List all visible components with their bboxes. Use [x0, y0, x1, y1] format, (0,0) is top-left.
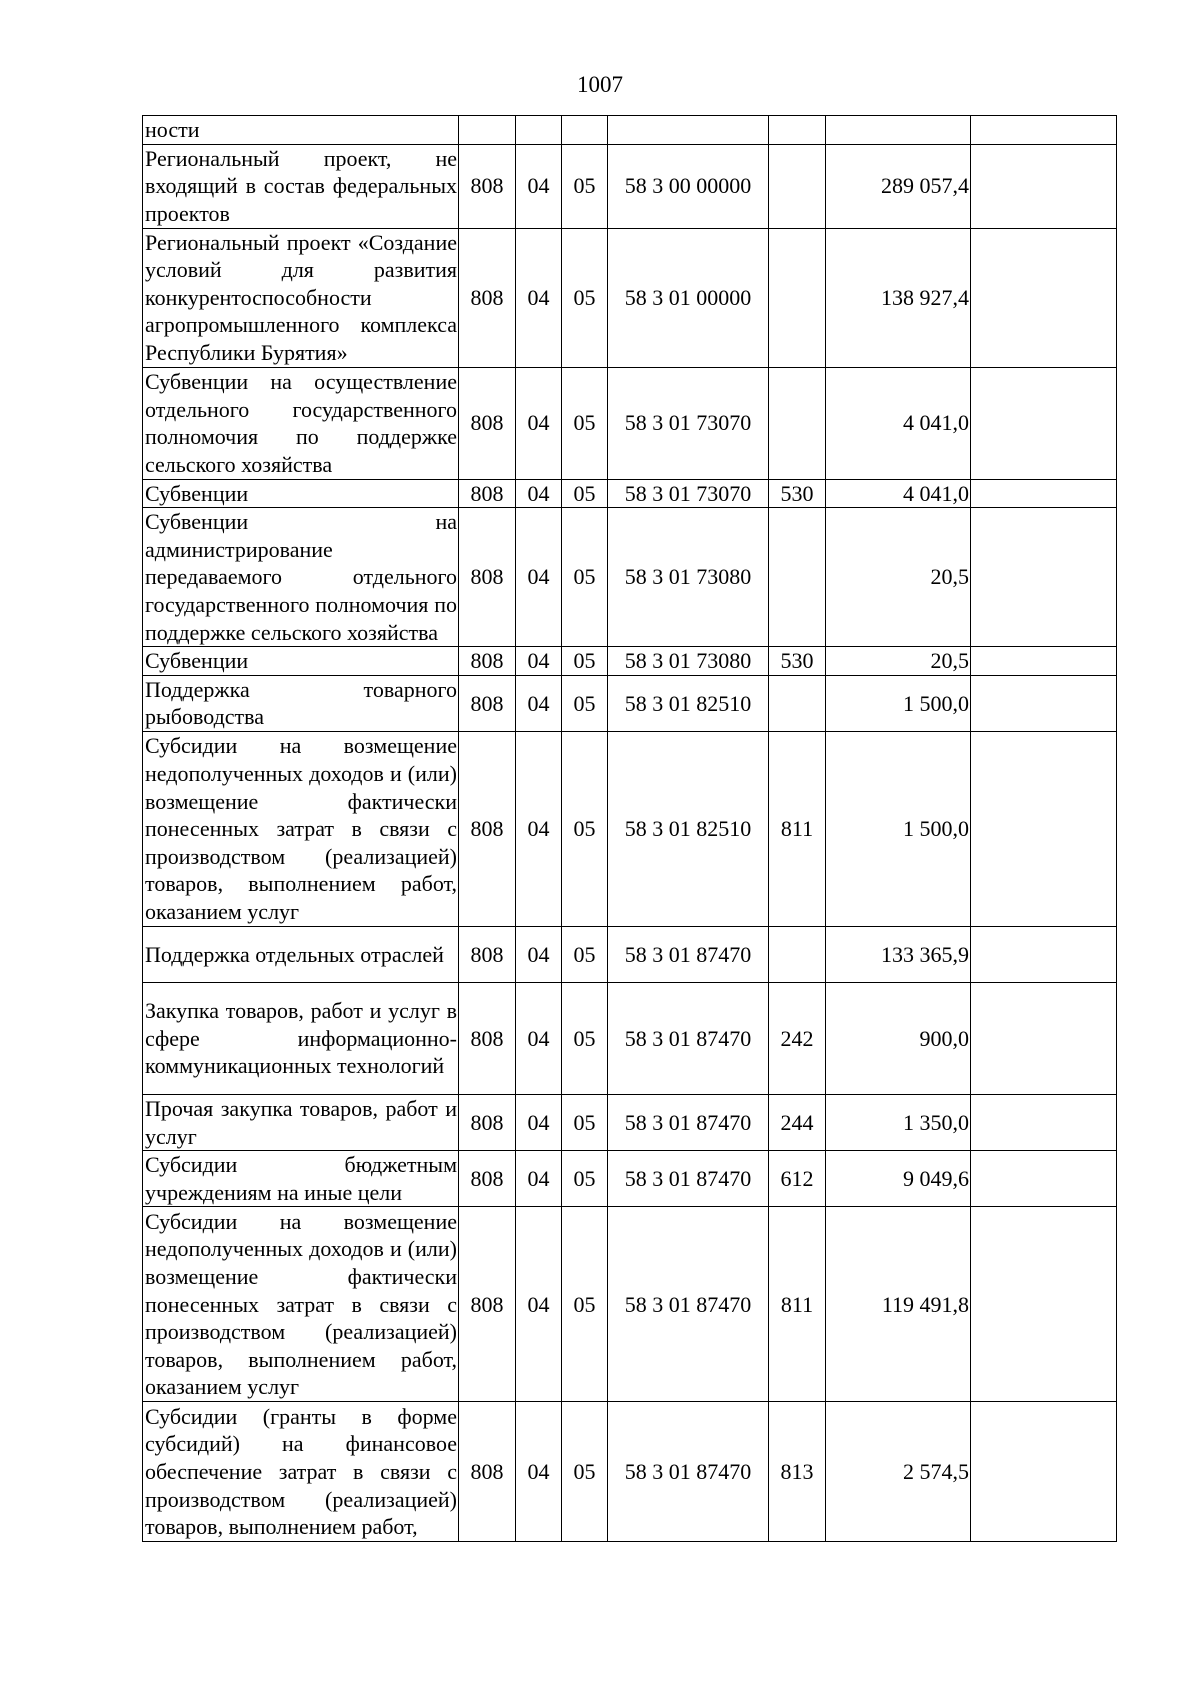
row-section-code: 04	[516, 1402, 562, 1542]
table-row	[143, 982, 1117, 1094]
row-amount: 138 927,4	[826, 228, 971, 367]
row-expense-type: 242	[769, 982, 826, 1094]
row-name: Субвенции	[143, 647, 459, 676]
row-target-article	[608, 116, 769, 145]
table-row	[143, 675, 1117, 731]
table-row	[143, 144, 1117, 228]
row-target-article: 58 3 01 87470	[608, 1094, 769, 1150]
row-section-code: 04	[516, 731, 562, 926]
row-subsection-code: 05	[562, 926, 608, 982]
table-row	[143, 479, 1117, 508]
row-subsection-code: 05	[562, 1207, 608, 1402]
row-name: Субвенции	[143, 479, 459, 508]
row-extra	[971, 1207, 1117, 1402]
row-expense-type: 612	[769, 1151, 826, 1207]
row-section-code: 04	[516, 1151, 562, 1207]
row-ministry-code: 808	[459, 1402, 516, 1542]
row-section-code: 04	[516, 144, 562, 228]
row-ministry-code: 808	[459, 367, 516, 479]
row-subsection-code: 05	[562, 675, 608, 731]
row-subsection-code: 05	[562, 1402, 608, 1542]
row-section-code: 04	[516, 675, 562, 731]
row-expense-type	[769, 144, 826, 228]
row-expense-type: 811	[769, 731, 826, 926]
table-row	[143, 367, 1117, 479]
table-row	[143, 1207, 1117, 1402]
row-subsection-code: 05	[562, 144, 608, 228]
row-name: Поддержка товарного рыбоводства	[143, 675, 459, 731]
row-subsection-code: 05	[562, 508, 608, 647]
row-target-article: 58 3 01 87470	[608, 1207, 769, 1402]
row-target-article: 58 3 01 00000	[608, 228, 769, 367]
row-ministry-code: 808	[459, 1207, 516, 1402]
row-ministry-code: 808	[459, 228, 516, 367]
row-name: Региональный проект, не входящий в состав федеральных проектов	[143, 144, 459, 228]
row-name: Поддержка отдельных отраслей	[143, 926, 459, 982]
row-target-article: 58 3 01 82510	[608, 675, 769, 731]
row-name: Субсидии бюджетным учреждениям на иные цели	[143, 1151, 459, 1207]
table-row	[143, 926, 1117, 982]
row-section-code: 04	[516, 479, 562, 508]
row-ministry-code: 808	[459, 731, 516, 926]
page-number: 1007	[577, 72, 623, 97]
row-expense-type	[769, 116, 826, 145]
row-ministry-code: 808	[459, 675, 516, 731]
row-target-article: 58 3 01 87470	[608, 1151, 769, 1207]
row-ministry-code: 808	[459, 1094, 516, 1150]
row-section-code: 04	[516, 926, 562, 982]
row-subsection-code: 05	[562, 982, 608, 1094]
table-row	[143, 116, 1117, 145]
row-ministry-code: 808	[459, 508, 516, 647]
row-extra	[971, 144, 1117, 228]
row-target-article: 58 3 01 73080	[608, 508, 769, 647]
row-section-code: 04	[516, 1094, 562, 1150]
row-ministry-code: 808	[459, 926, 516, 982]
row-amount: 133 365,9	[826, 926, 971, 982]
row-expense-type: 244	[769, 1094, 826, 1150]
row-extra	[971, 508, 1117, 647]
row-amount: 4 041,0	[826, 367, 971, 479]
row-amount: 900,0	[826, 982, 971, 1094]
row-extra	[971, 647, 1117, 676]
row-amount: 289 057,4	[826, 144, 971, 228]
row-extra	[971, 228, 1117, 367]
row-expense-type: 813	[769, 1402, 826, 1542]
row-amount: 1 500,0	[826, 675, 971, 731]
row-expense-type	[769, 228, 826, 367]
row-extra	[971, 116, 1117, 145]
row-name: Прочая закупка товаров, работ и услуг	[143, 1094, 459, 1150]
row-ministry-code: 808	[459, 647, 516, 676]
row-name: Субсидии на возмещение недополученных доходов и (или) возмещение фактически понесенных затрат в связи с производством (реализацией) товаров, выполнением работ, оказанием услуг	[143, 731, 459, 926]
row-target-article: 58 3 01 82510	[608, 731, 769, 926]
row-section-code: 04	[516, 982, 562, 1094]
row-section-code: 04	[516, 508, 562, 647]
table-row	[143, 508, 1117, 647]
row-amount: 1 350,0	[826, 1094, 971, 1150]
table-row	[143, 647, 1117, 676]
row-expense-type	[769, 675, 826, 731]
row-extra	[971, 731, 1117, 926]
row-subsection-code: 05	[562, 228, 608, 367]
row-name: Субсидии (гранты в форме субсидий) на финансовое обеспечение затрат в связи с производством (реализацией) товаров, выполнением работ,	[143, 1402, 459, 1542]
row-amount	[826, 116, 971, 145]
row-subsection-code: 05	[562, 1094, 608, 1150]
table-row	[143, 228, 1117, 367]
row-amount: 2 574,5	[826, 1402, 971, 1542]
row-section-code: 04	[516, 1207, 562, 1402]
row-expense-type: 530	[769, 479, 826, 508]
row-extra	[971, 1094, 1117, 1150]
row-ministry-code: 808	[459, 982, 516, 1094]
row-amount: 4 041,0	[826, 479, 971, 508]
budget-table	[142, 115, 1117, 1542]
table-row	[143, 1094, 1117, 1150]
row-target-article: 58 3 01 87470	[608, 982, 769, 1094]
row-extra	[971, 479, 1117, 508]
row-name: Региональный проект «Создание условий для развития конкурентоспособности агропромышленного комплекса Республики Бурятия»	[143, 228, 459, 367]
row-expense-type	[769, 508, 826, 647]
row-target-article: 58 3 01 87470	[608, 1402, 769, 1542]
row-name: Субвенции на администрирование передаваемого отдельного государственного полномочия по поддержке сельского хозяйства	[143, 508, 459, 647]
row-amount: 1 500,0	[826, 731, 971, 926]
row-subsection-code: 05	[562, 1151, 608, 1207]
row-subsection-code: 05	[562, 647, 608, 676]
row-section-code	[516, 116, 562, 145]
row-amount: 9 049,6	[826, 1151, 971, 1207]
row-target-article: 58 3 01 73070	[608, 367, 769, 479]
row-subsection-code: 05	[562, 479, 608, 508]
row-target-article: 58 3 01 73080	[608, 647, 769, 676]
row-extra	[971, 675, 1117, 731]
row-name: Субсидии на возмещение недополученных доходов и (или) возмещение фактически понесенных затрат в связи с производством (реализацией) товаров, выполнением работ, оказанием услуг	[143, 1207, 459, 1402]
row-ministry-code	[459, 116, 516, 145]
row-extra	[971, 982, 1117, 1094]
row-ministry-code: 808	[459, 1151, 516, 1207]
row-extra	[971, 926, 1117, 982]
row-target-article: 58 3 00 00000	[608, 144, 769, 228]
row-amount: 119 491,8	[826, 1207, 971, 1402]
row-expense-type	[769, 367, 826, 479]
row-expense-type: 530	[769, 647, 826, 676]
row-expense-type	[769, 926, 826, 982]
row-extra	[971, 1151, 1117, 1207]
row-section-code: 04	[516, 367, 562, 479]
row-name: Субвенции на осуществление отдельного государственного полномочия по поддержке сельского хозяйства	[143, 367, 459, 479]
table-body	[143, 116, 1117, 1542]
row-amount: 20,5	[826, 508, 971, 647]
row-name: Закупка товаров, работ и услуг в сфере информационно-коммуникационных технологий	[143, 982, 459, 1094]
row-target-article: 58 3 01 73070	[608, 479, 769, 508]
row-ministry-code: 808	[459, 479, 516, 508]
table-row	[143, 1402, 1117, 1542]
row-subsection-code: 05	[562, 367, 608, 479]
row-amount: 20,5	[826, 647, 971, 676]
row-subsection-code	[562, 116, 608, 145]
row-section-code: 04	[516, 647, 562, 676]
row-extra	[971, 1402, 1117, 1542]
row-target-article: 58 3 01 87470	[608, 926, 769, 982]
table-row	[143, 731, 1117, 926]
row-expense-type: 811	[769, 1207, 826, 1402]
row-section-code: 04	[516, 228, 562, 367]
table-row	[143, 1151, 1117, 1207]
row-ministry-code: 808	[459, 144, 516, 228]
row-name: ности	[143, 116, 459, 145]
row-extra	[971, 367, 1117, 479]
row-subsection-code: 05	[562, 731, 608, 926]
